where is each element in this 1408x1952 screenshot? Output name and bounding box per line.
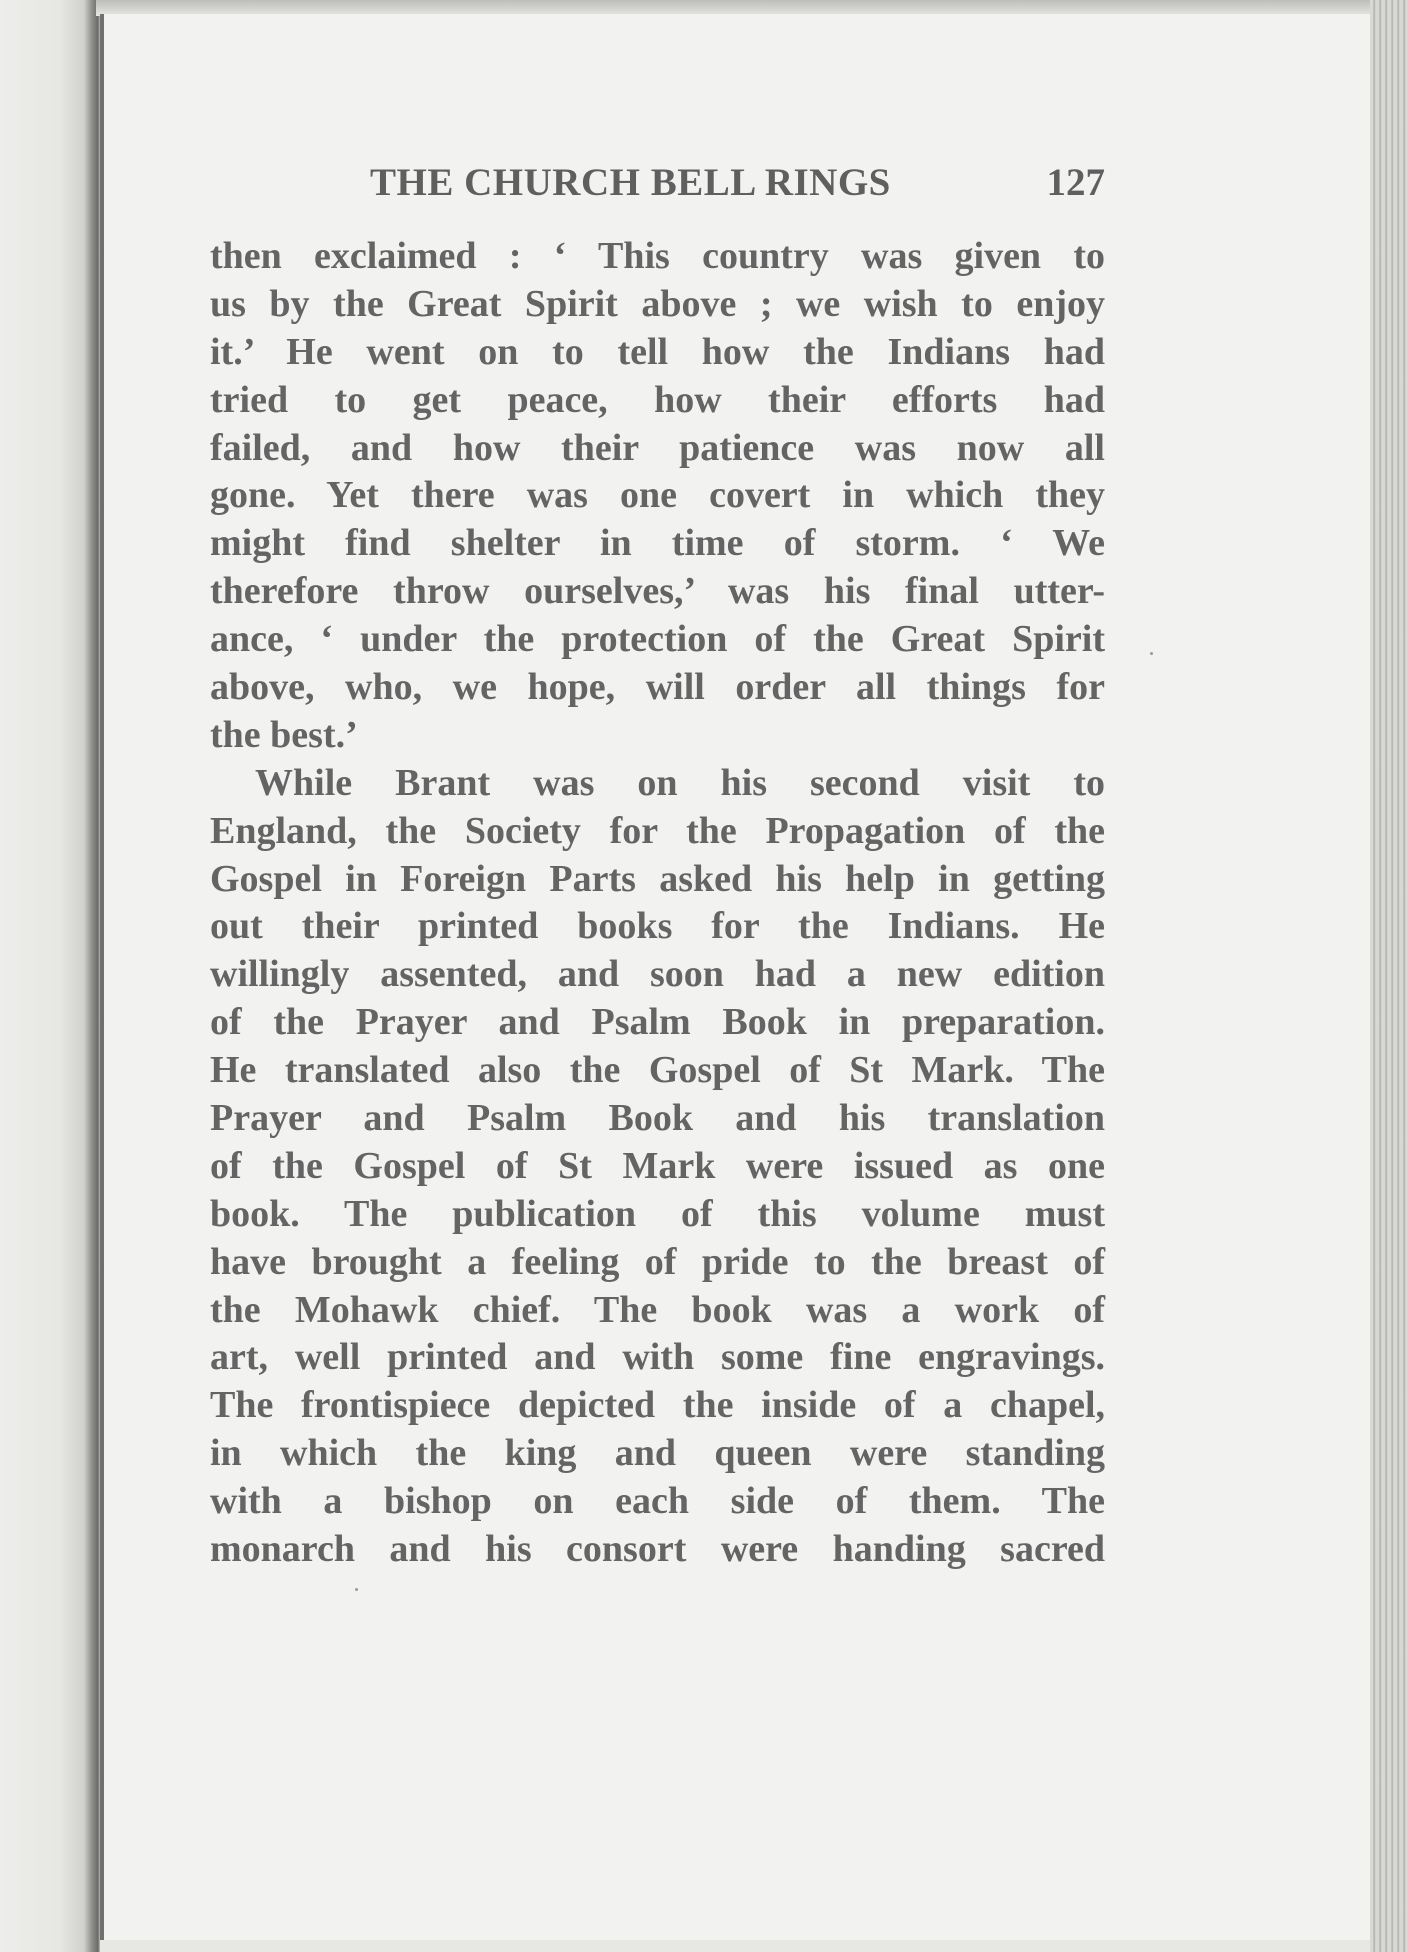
- text-line: us by the Great Spirit above ; we wish to enjoy: [210, 282, 1105, 325]
- text-line: failed, and how their patience was now all: [210, 426, 1105, 469]
- text-line: therefore throw ourselves,’ was his final utter-: [210, 570, 1105, 613]
- text-line: have brought a feeling of pride to the breast of: [210, 1240, 1105, 1283]
- page-number: 127: [1046, 161, 1105, 204]
- text-line: He translated also the Gospel of St Mark. The: [210, 1049, 1105, 1092]
- text-line: in which the king and queen were standing: [210, 1432, 1105, 1475]
- text-line: with a bishop on each side of them. The: [210, 1480, 1105, 1523]
- text-line: Prayer and Psalm Book and his translation: [210, 1097, 1105, 1140]
- text-line: tried to get peace, how their efforts had: [210, 378, 1105, 421]
- text-line: monarch and his consort were handing sacred: [210, 1528, 1105, 1571]
- text-line: The frontispiece depicted the inside of a chapel,: [210, 1384, 1105, 1427]
- text-line-paragraph-start: While Brant was on his second visit to: [255, 761, 1105, 804]
- running-header: [210, 160, 1105, 212]
- text-line: England, the Society for the Propagation of the: [210, 809, 1105, 852]
- page-stack-edge: [1370, 0, 1408, 1952]
- text-line: book. The publication of this volume must: [210, 1192, 1105, 1235]
- text-line: art, well printed and with some fine engravings.: [210, 1336, 1105, 1379]
- text-line: then exclaimed : ‘ This country was given to: [210, 235, 1105, 277]
- text-line: Gospel in Foreign Parts asked his help in getting: [210, 857, 1105, 900]
- running-title: THE CHURCH BELL RINGS: [370, 161, 891, 204]
- text-line: of the Prayer and Psalm Book in preparation.: [210, 1001, 1105, 1044]
- text-line: above, who, we hope, will order all things for: [210, 666, 1105, 709]
- text-line: of the Gospel of St Mark were issued as one: [210, 1144, 1105, 1187]
- text-line: the Mohawk chief. The book was a work of: [210, 1288, 1105, 1331]
- text-line: out their printed books for the Indians. He: [210, 905, 1105, 948]
- paper-speck: [355, 1588, 358, 1591]
- text-line-paragraph-end: the best.’: [210, 713, 358, 756]
- facing-page-edge: [0, 0, 100, 1952]
- text-line: ance, ‘ under the protection of the Great Spirit: [210, 618, 1105, 661]
- text-line: might find shelter in time of storm. ‘ We: [210, 522, 1105, 565]
- text-line: gone. Yet there was one covert in which they: [210, 474, 1105, 517]
- body-text: [210, 233, 1105, 1574]
- text-line: it.’ He went on to tell how the Indians had: [210, 330, 1105, 373]
- text-line: willingly assented, and soon had a new edition: [210, 953, 1105, 996]
- paper-speck: [1150, 652, 1153, 655]
